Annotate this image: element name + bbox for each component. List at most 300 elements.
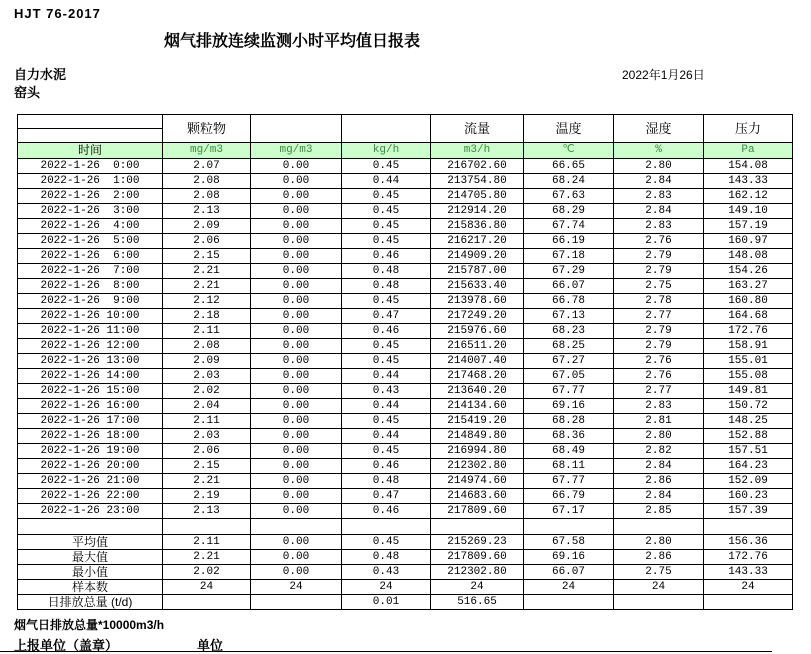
value-cell: 2.04 (163, 399, 251, 414)
value-cell: 68.36 (524, 429, 614, 444)
parameter-header-cell: 压力 (704, 115, 793, 143)
value-cell: 68.25 (524, 339, 614, 354)
value-cell: 2.09 (163, 219, 251, 234)
time-cell: 2022-1-26 4:00 (18, 219, 163, 234)
value-cell: 67.77 (524, 474, 614, 489)
company-name: 自力水泥 (14, 67, 67, 82)
summary-value-cell: 217809.60 (431, 550, 524, 565)
value-cell: 0.00 (251, 234, 342, 249)
value-cell: 2.76 (614, 354, 704, 369)
summary-value-cell (251, 595, 342, 610)
spacer-cell (18, 519, 163, 535)
summary-row (18, 595, 793, 610)
parameter-header-row (18, 115, 793, 143)
flow-total-note: 烟气日排放总量*10000m3/h (14, 618, 165, 632)
value-cell: 2.79 (614, 264, 704, 279)
hour-data-row (18, 309, 793, 324)
value-cell: 67.27 (524, 354, 614, 369)
value-cell: 2.83 (614, 219, 704, 234)
value-cell: 67.29 (524, 264, 614, 279)
value-cell: 67.13 (524, 309, 614, 324)
standard-code: HJT 76-2017 (14, 6, 101, 21)
value-cell: 148.08 (704, 249, 793, 264)
unit-cell: m3/h (431, 143, 524, 159)
value-cell: 143.33 (704, 174, 793, 189)
value-cell: 149.10 (704, 204, 793, 219)
summary-label-cell: 样本数 (18, 580, 163, 595)
value-cell: 0.00 (251, 249, 342, 264)
summary-value-cell (524, 595, 614, 610)
value-cell: 2.08 (163, 339, 251, 354)
value-cell: 2.13 (163, 204, 251, 219)
summary-value-cell: 24 (704, 580, 793, 595)
value-cell: 0.00 (251, 474, 342, 489)
value-cell: 0.00 (251, 429, 342, 444)
time-cell: 2022-1-26 22:00 (18, 489, 163, 504)
value-cell: 214909.20 (431, 249, 524, 264)
time-cell: 2022-1-26 0:00 (18, 159, 163, 174)
value-cell: 66.79 (524, 489, 614, 504)
time-cell: 2022-1-26 18:00 (18, 429, 163, 444)
value-cell: 2.84 (614, 174, 704, 189)
summary-value-cell: 2.02 (163, 565, 251, 580)
value-cell: 2.80 (614, 429, 704, 444)
time-cell: 2022-1-26 21:00 (18, 474, 163, 489)
value-cell: 154.26 (704, 264, 793, 279)
value-cell: 2.76 (614, 234, 704, 249)
value-cell: 66.19 (524, 234, 614, 249)
hour-data-row (18, 249, 793, 264)
time-cell: 2022-1-26 1:00 (18, 174, 163, 189)
value-cell: 0.46 (342, 324, 431, 339)
hour-data-row (18, 384, 793, 399)
value-cell: 2.77 (614, 384, 704, 399)
hour-data-row (18, 234, 793, 249)
unit-cell: mg/m3 (251, 143, 342, 159)
unit-cell: % (614, 143, 704, 159)
value-cell: 0.44 (342, 429, 431, 444)
value-cell: 66.78 (524, 294, 614, 309)
value-cell: 0.00 (251, 384, 342, 399)
value-cell: 0.45 (342, 159, 431, 174)
summary-label-cell: 最小值 (18, 565, 163, 580)
value-cell: 0.00 (251, 264, 342, 279)
summary-row (18, 580, 793, 595)
header-corner-cell (18, 115, 163, 143)
value-cell: 68.11 (524, 459, 614, 474)
value-cell: 2.08 (163, 174, 251, 189)
spacer-cell (614, 519, 704, 535)
value-cell: 0.48 (342, 474, 431, 489)
value-cell: 68.23 (524, 324, 614, 339)
value-cell: 0.46 (342, 459, 431, 474)
time-cell: 2022-1-26 13:00 (18, 354, 163, 369)
value-cell: 68.49 (524, 444, 614, 459)
value-cell: 163.27 (704, 279, 793, 294)
unit-cell: mg/m3 (163, 143, 251, 159)
corner-upper-half (18, 115, 162, 129)
value-cell: 2.03 (163, 369, 251, 384)
value-cell: 0.43 (342, 384, 431, 399)
summary-value-cell: 24 (431, 580, 524, 595)
hour-data-row (18, 399, 793, 414)
value-cell: 152.09 (704, 474, 793, 489)
value-cell: 0.45 (342, 444, 431, 459)
value-cell: 0.46 (342, 504, 431, 519)
value-cell: 0.00 (251, 459, 342, 474)
value-cell: 152.88 (704, 429, 793, 444)
time-cell: 2022-1-26 20:00 (18, 459, 163, 474)
value-cell: 162.12 (704, 189, 793, 204)
hour-data-row (18, 264, 793, 279)
value-cell: 157.39 (704, 504, 793, 519)
summary-value-cell: 24 (342, 580, 431, 595)
value-cell: 0.48 (342, 279, 431, 294)
summary-value-cell: 0.43 (342, 565, 431, 580)
value-cell: 212914.20 (431, 204, 524, 219)
value-cell: 217249.20 (431, 309, 524, 324)
value-cell: 2.13 (163, 504, 251, 519)
value-cell: 214134.60 (431, 399, 524, 414)
value-cell: 164.23 (704, 459, 793, 474)
summary-label-cell: 日排放总量 (t/d) (18, 595, 163, 610)
value-cell: 164.68 (704, 309, 793, 324)
value-cell: 2.09 (163, 354, 251, 369)
time-cell: 2022-1-26 23:00 (18, 504, 163, 519)
value-cell: 0.46 (342, 249, 431, 264)
summary-value-cell: 215269.23 (431, 535, 524, 550)
value-cell: 0.45 (342, 339, 431, 354)
value-cell: 148.25 (704, 414, 793, 429)
value-cell: 2.76 (614, 369, 704, 384)
summary-row (18, 550, 793, 565)
value-cell: 68.24 (524, 174, 614, 189)
summary-value-cell: 69.16 (524, 550, 614, 565)
value-cell: 217809.60 (431, 504, 524, 519)
summary-value-cell: 0.01 (342, 595, 431, 610)
report-title: 烟气排放连续监测小时平均值日报表 (163, 33, 420, 50)
value-cell: 67.18 (524, 249, 614, 264)
summary-value-cell: 156.36 (704, 535, 793, 550)
value-cell: 2.85 (614, 504, 704, 519)
value-cell: 0.45 (342, 234, 431, 249)
value-cell: 2.83 (614, 399, 704, 414)
time-cell: 2022-1-26 12:00 (18, 339, 163, 354)
parameter-header-cell (251, 115, 342, 143)
value-cell: 216511.20 (431, 339, 524, 354)
value-cell: 0.45 (342, 189, 431, 204)
hour-data-row (18, 444, 793, 459)
value-cell: 213754.80 (431, 174, 524, 189)
value-cell: 0.44 (342, 174, 431, 189)
value-cell: 2.21 (163, 474, 251, 489)
summary-value-cell (614, 595, 704, 610)
value-cell: 0.48 (342, 264, 431, 279)
time-cell: 2022-1-26 15:00 (18, 384, 163, 399)
value-cell: 212302.80 (431, 459, 524, 474)
value-cell: 2.19 (163, 489, 251, 504)
value-cell: 216994.80 (431, 444, 524, 459)
summary-value-cell: 143.33 (704, 565, 793, 580)
summary-value-cell: 24 (163, 580, 251, 595)
value-cell: 2.77 (614, 309, 704, 324)
value-cell: 0.45 (342, 219, 431, 234)
unit-cell: kg/h (342, 143, 431, 159)
unit-cell: Pa (704, 143, 793, 159)
spacer-cell (431, 519, 524, 535)
value-cell: 2.79 (614, 339, 704, 354)
value-cell: 2.78 (614, 294, 704, 309)
hour-data-row (18, 279, 793, 294)
value-cell: 0.00 (251, 489, 342, 504)
value-cell: 2.75 (614, 279, 704, 294)
reporting-unit-label: 上报单位（盖章） (14, 638, 119, 653)
value-cell: 67.63 (524, 189, 614, 204)
bottom-divider (0, 651, 772, 652)
summary-value-cell: 0.00 (251, 535, 342, 550)
parameter-header-cell: 温度 (524, 115, 614, 143)
summary-value-cell: 0.00 (251, 550, 342, 565)
monitoring-data-table (17, 114, 793, 610)
value-cell: 0.00 (251, 399, 342, 414)
value-cell: 0.45 (342, 294, 431, 309)
value-cell: 2.11 (163, 324, 251, 339)
value-cell: 0.00 (251, 279, 342, 294)
hour-data-row (18, 429, 793, 444)
value-cell: 172.76 (704, 324, 793, 339)
time-cell: 2022-1-26 9:00 (18, 294, 163, 309)
parameter-header-cell: 颗粒物 (163, 115, 251, 143)
value-cell: 214974.60 (431, 474, 524, 489)
value-cell: 2.79 (614, 324, 704, 339)
spacer-cell (524, 519, 614, 535)
time-cell: 2022-1-26 3:00 (18, 204, 163, 219)
hour-data-row (18, 204, 793, 219)
value-cell: 2.21 (163, 264, 251, 279)
value-cell: 157.51 (704, 444, 793, 459)
summary-row (18, 565, 793, 580)
value-cell: 155.08 (704, 369, 793, 384)
unit-cell: ℃ (524, 143, 614, 159)
parameter-header-cell (342, 115, 431, 143)
value-cell: 214683.60 (431, 489, 524, 504)
value-cell: 2.79 (614, 249, 704, 264)
station-name: 窑头 (14, 85, 41, 100)
summary-value-cell: 172.76 (704, 550, 793, 565)
summary-value-cell: 2.80 (614, 535, 704, 550)
time-cell: 2022-1-26 11:00 (18, 324, 163, 339)
value-cell: 216217.20 (431, 234, 524, 249)
value-cell: 0.00 (251, 159, 342, 174)
time-cell: 2022-1-26 17:00 (18, 414, 163, 429)
hour-data-row (18, 174, 793, 189)
time-header-cell: 时间 (18, 143, 163, 159)
value-cell: 0.45 (342, 354, 431, 369)
summary-value-cell: 2.21 (163, 550, 251, 565)
value-cell: 0.45 (342, 204, 431, 219)
value-cell: 214705.80 (431, 189, 524, 204)
time-cell: 2022-1-26 8:00 (18, 279, 163, 294)
value-cell: 2.83 (614, 189, 704, 204)
summary-value-cell: 67.58 (524, 535, 614, 550)
value-cell: 0.00 (251, 444, 342, 459)
summary-value-cell: 2.11 (163, 535, 251, 550)
value-cell: 2.11 (163, 414, 251, 429)
value-cell: 0.00 (251, 309, 342, 324)
value-cell: 216702.60 (431, 159, 524, 174)
value-cell: 2.15 (163, 459, 251, 474)
hour-data-row (18, 159, 793, 174)
summary-value-cell: 2.75 (614, 565, 704, 580)
value-cell: 67.17 (524, 504, 614, 519)
summary-value-cell: 24 (524, 580, 614, 595)
value-cell: 150.72 (704, 399, 793, 414)
value-cell: 214849.80 (431, 429, 524, 444)
time-cell: 2022-1-26 7:00 (18, 264, 163, 279)
time-cell: 2022-1-26 5:00 (18, 234, 163, 249)
value-cell: 0.00 (251, 354, 342, 369)
value-cell: 68.29 (524, 204, 614, 219)
value-cell: 0.00 (251, 414, 342, 429)
value-cell: 2.07 (163, 159, 251, 174)
value-cell: 0.00 (251, 204, 342, 219)
report-date: 2022年1月26日 (622, 68, 705, 82)
value-cell: 67.77 (524, 384, 614, 399)
value-cell: 67.74 (524, 219, 614, 234)
value-cell: 2.02 (163, 384, 251, 399)
summary-value-cell: 212302.80 (431, 565, 524, 580)
value-cell: 149.81 (704, 384, 793, 399)
time-cell: 2022-1-26 10:00 (18, 309, 163, 324)
hour-data-row (18, 489, 793, 504)
hour-data-row (18, 474, 793, 489)
value-cell: 66.65 (524, 159, 614, 174)
time-cell: 2022-1-26 16:00 (18, 399, 163, 414)
value-cell: 215419.20 (431, 414, 524, 429)
value-cell: 158.91 (704, 339, 793, 354)
hour-data-row (18, 459, 793, 474)
time-cell: 2022-1-26 14:00 (18, 369, 163, 384)
value-cell: 0.00 (251, 219, 342, 234)
value-cell: 66.07 (524, 279, 614, 294)
value-cell: 154.08 (704, 159, 793, 174)
value-cell: 2.15 (163, 249, 251, 264)
value-cell: 2.86 (614, 474, 704, 489)
value-cell: 0.00 (251, 369, 342, 384)
hour-data-row (18, 219, 793, 234)
value-cell: 215836.80 (431, 219, 524, 234)
value-cell: 213640.20 (431, 384, 524, 399)
summary-value-cell: 24 (614, 580, 704, 595)
value-cell: 215787.00 (431, 264, 524, 279)
value-cell: 160.23 (704, 489, 793, 504)
summary-value-cell (163, 595, 251, 610)
value-cell: 215633.40 (431, 279, 524, 294)
summary-label-cell: 最大值 (18, 550, 163, 565)
value-cell: 215976.60 (431, 324, 524, 339)
hour-data-row (18, 414, 793, 429)
summary-value-cell: 0.45 (342, 535, 431, 550)
value-cell: 2.12 (163, 294, 251, 309)
summary-value-cell (704, 595, 793, 610)
value-cell: 0.00 (251, 174, 342, 189)
value-cell: 2.80 (614, 159, 704, 174)
spacer-cell (163, 519, 251, 535)
unit-label: 单位 (197, 638, 224, 653)
value-cell: 0.00 (251, 504, 342, 519)
value-cell: 2.84 (614, 489, 704, 504)
time-cell: 2022-1-26 19:00 (18, 444, 163, 459)
parameter-header-cell: 流量 (431, 115, 524, 143)
value-cell: 214007.40 (431, 354, 524, 369)
summary-value-cell: 24 (251, 580, 342, 595)
value-cell: 2.84 (614, 459, 704, 474)
hour-data-row (18, 324, 793, 339)
value-cell: 2.18 (163, 309, 251, 324)
value-cell: 67.05 (524, 369, 614, 384)
value-cell: 0.44 (342, 399, 431, 414)
hour-data-row (18, 354, 793, 369)
hour-data-row (18, 294, 793, 309)
value-cell: 0.47 (342, 309, 431, 324)
unit-header-row (18, 143, 793, 159)
parameter-header-cell: 湿度 (614, 115, 704, 143)
hour-data-row (18, 339, 793, 354)
value-cell: 0.44 (342, 369, 431, 384)
value-cell: 2.03 (163, 429, 251, 444)
summary-value-cell: 2.86 (614, 550, 704, 565)
corner-lower-half (18, 129, 162, 142)
value-cell: 2.08 (163, 189, 251, 204)
value-cell: 155.01 (704, 354, 793, 369)
value-cell: 2.06 (163, 444, 251, 459)
value-cell: 0.00 (251, 324, 342, 339)
summary-value-cell: 0.48 (342, 550, 431, 565)
time-cell: 2022-1-26 6:00 (18, 249, 163, 264)
value-cell: 217468.20 (431, 369, 524, 384)
summary-label-cell: 平均值 (18, 535, 163, 550)
summary-value-cell: 66.07 (524, 565, 614, 580)
value-cell: 0.45 (342, 414, 431, 429)
value-cell: 157.19 (704, 219, 793, 234)
value-cell: 0.47 (342, 489, 431, 504)
spacer-cell (342, 519, 431, 535)
value-cell: 68.28 (524, 414, 614, 429)
value-cell: 2.82 (614, 444, 704, 459)
spacer-cell (251, 519, 342, 535)
value-cell: 160.97 (704, 234, 793, 249)
time-cell: 2022-1-26 2:00 (18, 189, 163, 204)
value-cell: 0.00 (251, 189, 342, 204)
value-cell: 2.06 (163, 234, 251, 249)
value-cell: 2.21 (163, 279, 251, 294)
hour-data-row (18, 504, 793, 519)
value-cell: 2.81 (614, 414, 704, 429)
summary-value-cell: 0.00 (251, 565, 342, 580)
spacer-cell (704, 519, 793, 535)
value-cell: 2.84 (614, 204, 704, 219)
value-cell: 0.00 (251, 294, 342, 309)
summary-value-cell: 516.65 (431, 595, 524, 610)
spacer-row (18, 519, 793, 535)
value-cell: 213978.60 (431, 294, 524, 309)
value-cell: 160.80 (704, 294, 793, 309)
value-cell: 69.16 (524, 399, 614, 414)
hour-data-row (18, 369, 793, 384)
summary-row (18, 535, 793, 550)
value-cell: 0.00 (251, 339, 342, 354)
hour-data-row (18, 189, 793, 204)
